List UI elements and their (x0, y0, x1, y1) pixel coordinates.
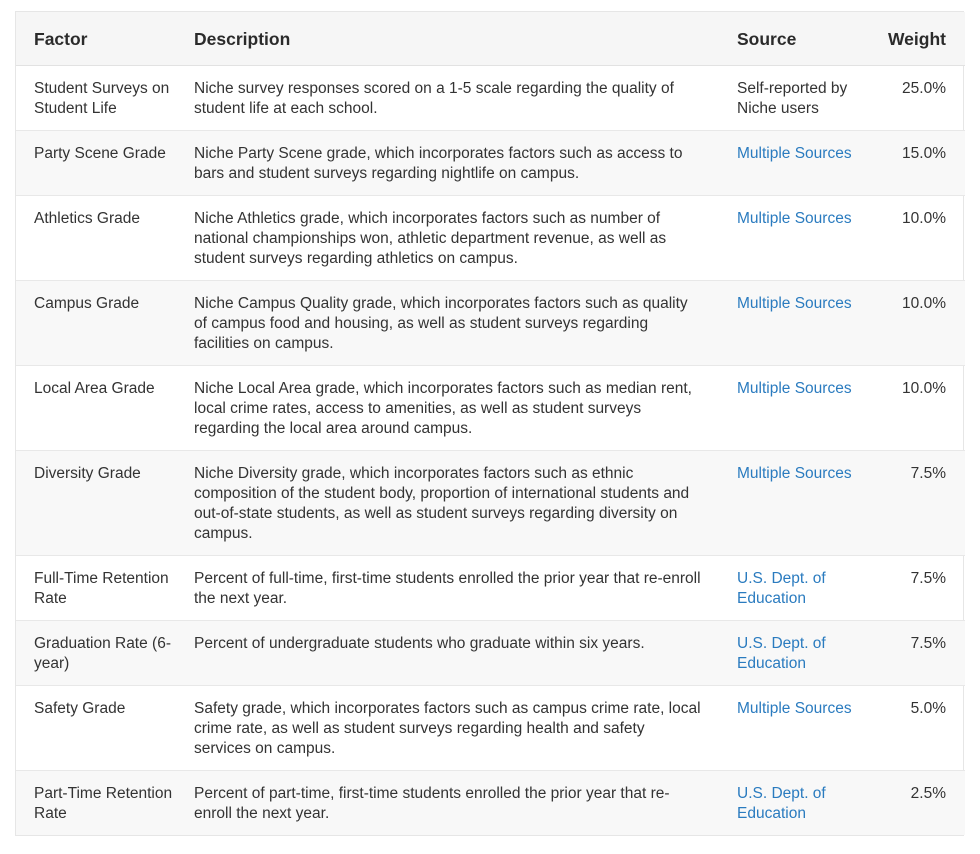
cell-description: Niche Campus Quality grade, which incorporates factors such as quality of campus food and housing, as well as student surveys regarding facilities on campus. (176, 281, 719, 366)
cell-description: Niche survey responses scored on a 1-5 scale regarding the quality of student life at each school. (194, 80, 674, 117)
header-weight: Weight (865, 12, 965, 66)
cell-description: Percent of undergraduate students who graduate within six years. (176, 621, 719, 686)
cell-source (719, 771, 865, 836)
table-row (16, 556, 965, 621)
table-row (16, 131, 965, 196)
cell-factor: Local Area Grade (16, 366, 176, 451)
cell-weight: 15.0% (865, 131, 965, 196)
source-link[interactable]: Multiple Sources (737, 700, 852, 717)
cell-weight: 10.0% (865, 366, 965, 451)
table-row (16, 621, 965, 686)
source-link[interactable]: Multiple Sources (737, 295, 852, 312)
source-link[interactable]: Multiple Sources (737, 380, 852, 397)
cell-description: Percent of part-time, first-time students enrolled the prior year that re-enroll the next year. (176, 771, 719, 836)
source-link[interactable]: U.S. Dept. of Education (737, 570, 826, 607)
source-link[interactable]: Multiple Sources (737, 465, 852, 482)
cell-source (719, 686, 865, 771)
cell-factor: Campus Grade (16, 281, 176, 366)
cell-weight: 7.5% (865, 556, 965, 621)
cell-source (719, 131, 865, 196)
header-factor: Factor (16, 12, 176, 66)
cell-description: Percent of full-time, first-time students enrolled the prior year that re-enroll the next year. (176, 556, 719, 621)
table-row (16, 686, 965, 771)
header-source: Source (719, 12, 865, 66)
table-row (16, 771, 965, 836)
cell-factor: Student Surveys on Student Life (34, 80, 170, 117)
cell-description: Niche Local Area grade, which incorporates factors such as median rent, local crime rates, access to amenities, as well as student surveys regarding the local area around campus. (176, 366, 719, 451)
cell-source (719, 451, 865, 556)
cell-weight: 7.5% (865, 451, 965, 556)
source-link[interactable]: U.S. Dept. of Education (737, 785, 826, 822)
cell-description: Niche Diversity grade, which incorporates factors such as ethnic composition of the student body, proportion of international students and out-of-state students, as well as student surveys regarding diversity on campus. (176, 451, 719, 556)
cell-source: Self-reported by Niche users (737, 80, 848, 117)
cell-weight: 10.0% (865, 196, 965, 281)
cell-description: Niche Party Scene grade, which incorporates factors such as access to bars and student surveys regarding nightlife on campus. (176, 131, 719, 196)
cell-weight: 7.5% (865, 621, 965, 686)
table-row (16, 66, 965, 131)
cell-factor: Full-Time Retention Rate (16, 556, 176, 621)
cell-factor: Athletics Grade (16, 196, 176, 281)
cell-weight: 2.5% (865, 771, 965, 836)
factors-table-container (15, 11, 964, 836)
cell-source (719, 556, 865, 621)
table-row (16, 366, 965, 451)
cell-factor: Safety Grade (16, 686, 176, 771)
cell-source (719, 366, 865, 451)
cell-source (719, 281, 865, 366)
table-row (16, 451, 965, 556)
cell-weight: 5.0% (865, 686, 965, 771)
source-link[interactable]: Multiple Sources (737, 210, 852, 227)
cell-description: Niche Athletics grade, which incorporates factors such as number of national championships won, athletic department revenue, as well as student surveys regarding athletics on campus. (176, 196, 719, 281)
cell-factor: Part-Time Retention Rate (16, 771, 176, 836)
cell-factor: Graduation Rate (6-year) (16, 621, 176, 686)
header-description: Description (176, 12, 719, 66)
cell-weight: 25.0% (902, 80, 946, 97)
cell-source (719, 621, 865, 686)
cell-description: Safety grade, which incorporates factors such as campus crime rate, local crime rate, as well as student surveys regarding health and safety services on campus. (176, 686, 719, 771)
table-header-row (16, 12, 965, 66)
cell-weight: 10.0% (865, 281, 965, 366)
cell-factor: Diversity Grade (16, 451, 176, 556)
table-row (16, 281, 965, 366)
table-row (16, 196, 965, 281)
cell-factor: Party Scene Grade (16, 131, 176, 196)
cell-source (719, 196, 865, 281)
source-link[interactable]: U.S. Dept. of Education (737, 635, 826, 672)
factors-table (16, 12, 965, 835)
source-link[interactable]: Multiple Sources (737, 145, 852, 162)
